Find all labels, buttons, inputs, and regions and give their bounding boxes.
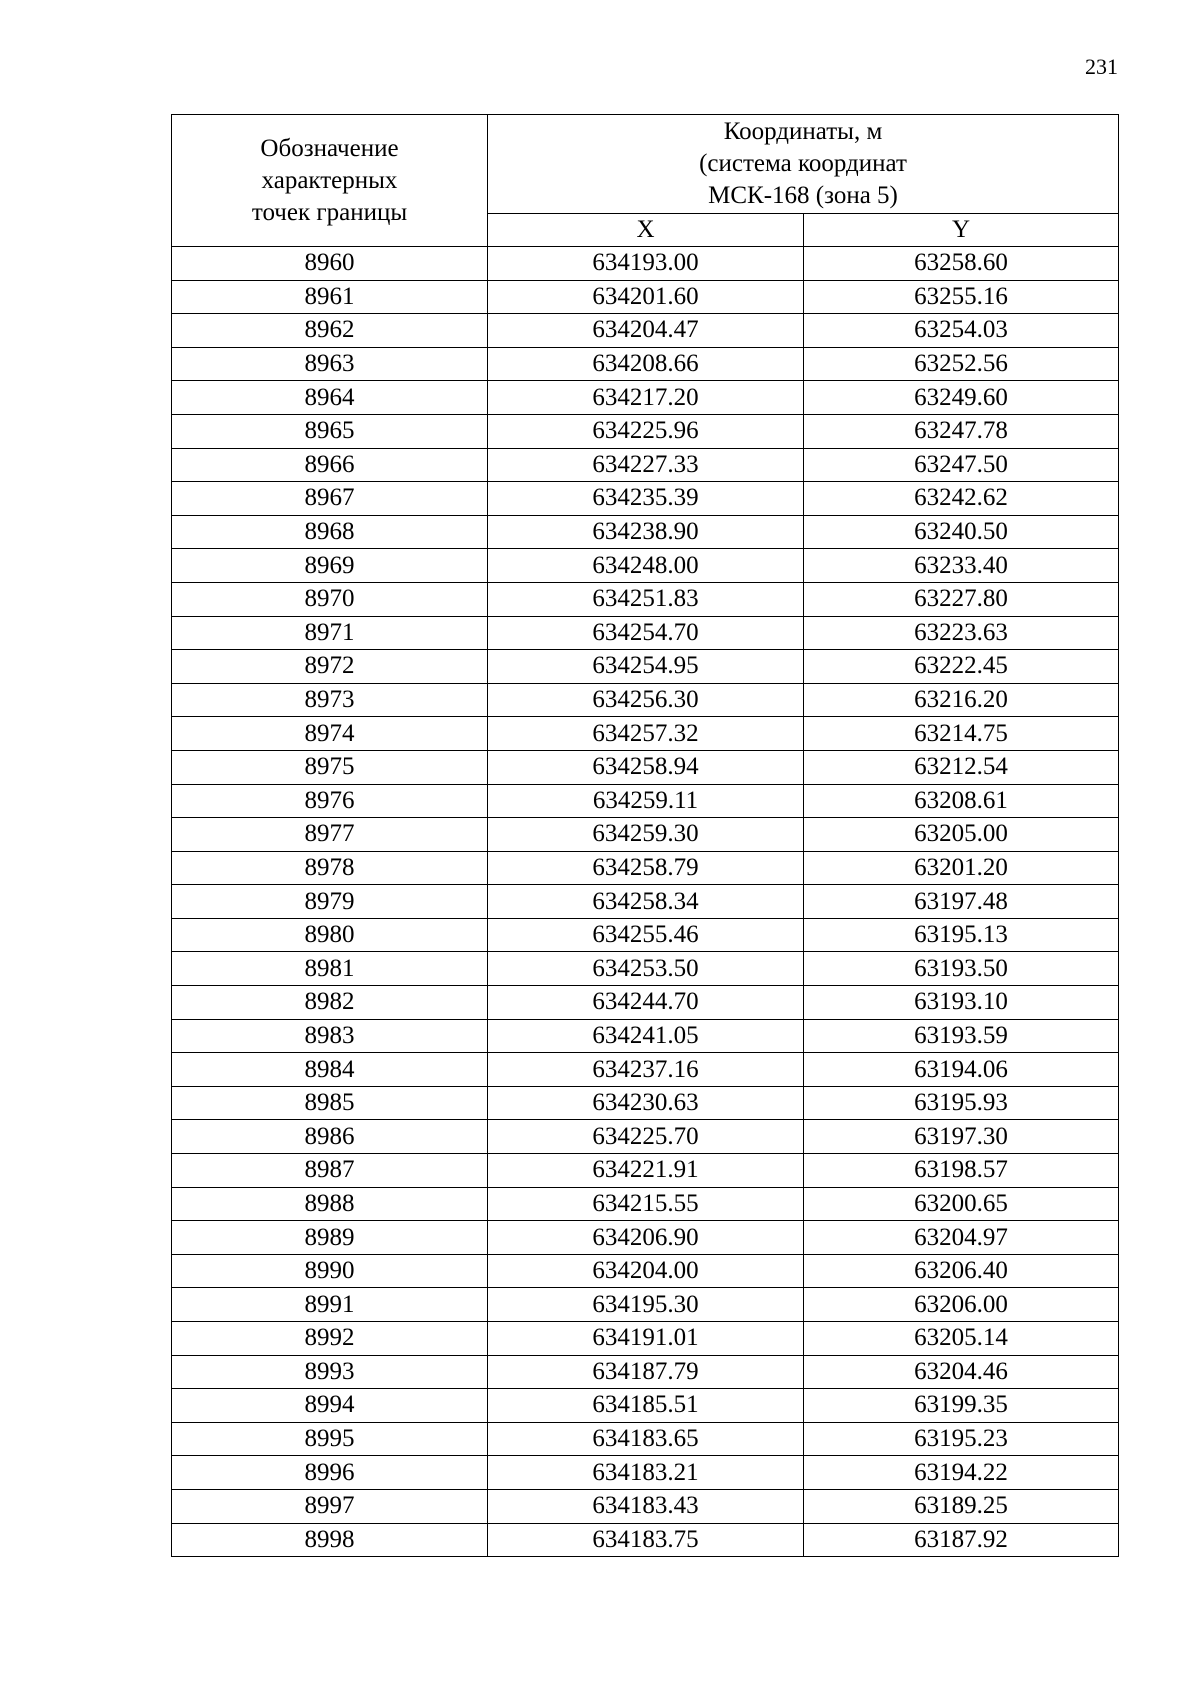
- cell-x: 634195.30: [488, 1288, 804, 1322]
- table-row: [172, 314, 1119, 348]
- cell-y: 63240.50: [804, 515, 1119, 549]
- table-row: [172, 482, 1119, 516]
- cell-y: 63193.59: [804, 1019, 1119, 1053]
- table-row: [172, 515, 1119, 549]
- table-row: [172, 1523, 1119, 1557]
- table-row: [172, 784, 1119, 818]
- cell-x: 634230.63: [488, 1086, 804, 1120]
- cell-y: 63195.23: [804, 1422, 1119, 1456]
- table-row: [172, 1456, 1119, 1490]
- table-row: [172, 347, 1119, 381]
- table-row: [172, 1288, 1119, 1322]
- cell-y: 63205.00: [804, 818, 1119, 852]
- cell-point: 8992: [172, 1322, 488, 1356]
- cell-point: 8974: [172, 717, 488, 751]
- table-row: [172, 885, 1119, 919]
- cell-y: 63195.13: [804, 918, 1119, 952]
- cell-point: 8997: [172, 1489, 488, 1523]
- cell-x: 634201.60: [488, 280, 804, 314]
- cell-point: 8960: [172, 247, 488, 281]
- cell-point: 8985: [172, 1086, 488, 1120]
- table-header: [172, 115, 1119, 247]
- cell-x: 634258.94: [488, 750, 804, 784]
- cell-x: 634254.95: [488, 650, 804, 684]
- table-row: [172, 1120, 1119, 1154]
- table-row: [172, 280, 1119, 314]
- coordinates-table: [171, 114, 1119, 1557]
- cell-y: 63247.78: [804, 414, 1119, 448]
- cell-x: 634215.55: [488, 1187, 804, 1221]
- table-row: [172, 683, 1119, 717]
- cell-y: 63187.92: [804, 1523, 1119, 1557]
- cell-x: 634183.75: [488, 1523, 804, 1557]
- cell-y: 63252.56: [804, 347, 1119, 381]
- table-row: [172, 986, 1119, 1020]
- cell-point: 8969: [172, 549, 488, 583]
- cell-y: 63197.30: [804, 1120, 1119, 1154]
- cell-y: 63194.22: [804, 1456, 1119, 1490]
- cell-y: 63255.16: [804, 280, 1119, 314]
- table-row: [172, 1053, 1119, 1087]
- table-row: [172, 1389, 1119, 1423]
- cell-x: 634255.46: [488, 918, 804, 952]
- cell-y: 63208.61: [804, 784, 1119, 818]
- cell-y: 63204.97: [804, 1221, 1119, 1255]
- cell-x: 634225.70: [488, 1120, 804, 1154]
- cell-y: 63249.60: [804, 381, 1119, 415]
- cell-x: 634225.96: [488, 414, 804, 448]
- cell-point: 8988: [172, 1187, 488, 1221]
- cell-x: 634254.70: [488, 616, 804, 650]
- cell-point: 8973: [172, 683, 488, 717]
- table-row: [172, 616, 1119, 650]
- table-row: [172, 1187, 1119, 1221]
- table-row: [172, 851, 1119, 885]
- cell-y: 63223.63: [804, 616, 1119, 650]
- table-row: [172, 952, 1119, 986]
- cell-y: 63205.14: [804, 1322, 1119, 1356]
- table-row: [172, 650, 1119, 684]
- cell-y: 63194.06: [804, 1053, 1119, 1087]
- cell-x: 634187.79: [488, 1355, 804, 1389]
- cell-point: 8987: [172, 1154, 488, 1188]
- cell-point: 8993: [172, 1355, 488, 1389]
- table-row: [172, 448, 1119, 482]
- cell-x: 634208.66: [488, 347, 804, 381]
- cell-point: 8978: [172, 851, 488, 885]
- cell-y: 63254.03: [804, 314, 1119, 348]
- cell-x: 634217.20: [488, 381, 804, 415]
- cell-point: 8977: [172, 818, 488, 852]
- header-coordinates-group: Координаты, м (система координат МСК-168 (зона 5): [488, 115, 1119, 214]
- cell-y: 63214.75: [804, 717, 1119, 751]
- cell-x: 634204.00: [488, 1254, 804, 1288]
- cell-y: 63242.62: [804, 482, 1119, 516]
- cell-point: 8984: [172, 1053, 488, 1087]
- cell-y: 63206.00: [804, 1288, 1119, 1322]
- cell-point: 8996: [172, 1456, 488, 1490]
- cell-x: 634237.16: [488, 1053, 804, 1087]
- cell-y: 63233.40: [804, 549, 1119, 583]
- cell-x: 634227.33: [488, 448, 804, 482]
- cell-y: 63206.40: [804, 1254, 1119, 1288]
- page-number: 231: [1085, 54, 1118, 79]
- header-point-designation: Обозначение характерных точек границы: [172, 115, 488, 247]
- table-row: [172, 1221, 1119, 1255]
- table-row: [172, 549, 1119, 583]
- cell-point: 8995: [172, 1422, 488, 1456]
- table-row: [172, 750, 1119, 784]
- cell-x: 634256.30: [488, 683, 804, 717]
- cell-x: 634183.65: [488, 1422, 804, 1456]
- table-row: [172, 247, 1119, 281]
- cell-x: 634251.83: [488, 582, 804, 616]
- table-row: [172, 381, 1119, 415]
- table-row: [172, 414, 1119, 448]
- cell-y: 63197.48: [804, 885, 1119, 919]
- cell-y: 63198.57: [804, 1154, 1119, 1188]
- cell-point: 8971: [172, 616, 488, 650]
- cell-point: 8966: [172, 448, 488, 482]
- cell-x: 634258.79: [488, 851, 804, 885]
- cell-x: 634191.01: [488, 1322, 804, 1356]
- cell-x: 634244.70: [488, 986, 804, 1020]
- cell-y: 63189.25: [804, 1489, 1119, 1523]
- cell-point: 8982: [172, 986, 488, 1020]
- cell-point: 8965: [172, 414, 488, 448]
- cell-point: 8998: [172, 1523, 488, 1557]
- cell-x: 634257.32: [488, 717, 804, 751]
- cell-y: 63258.60: [804, 247, 1119, 281]
- cell-point: 8979: [172, 885, 488, 919]
- cell-y: 63227.80: [804, 582, 1119, 616]
- cell-point: 8991: [172, 1288, 488, 1322]
- cell-y: 63212.54: [804, 750, 1119, 784]
- table-row: [172, 1422, 1119, 1456]
- cell-y: 63195.93: [804, 1086, 1119, 1120]
- cell-point: 8990: [172, 1254, 488, 1288]
- cell-point: 8994: [172, 1389, 488, 1423]
- cell-x: 634193.00: [488, 247, 804, 281]
- cell-point: 8961: [172, 280, 488, 314]
- header-x: X: [488, 214, 804, 247]
- cell-point: 8962: [172, 314, 488, 348]
- cell-point: 8976: [172, 784, 488, 818]
- table-row: [172, 717, 1119, 751]
- cell-point: 8972: [172, 650, 488, 684]
- cell-y: 63200.65: [804, 1187, 1119, 1221]
- table-row: [172, 1322, 1119, 1356]
- table-row: [172, 1355, 1119, 1389]
- cell-y: 63204.46: [804, 1355, 1119, 1389]
- cell-y: 63193.10: [804, 986, 1119, 1020]
- cell-point: 8964: [172, 381, 488, 415]
- cell-x: 634221.91: [488, 1154, 804, 1188]
- cell-x: 634248.00: [488, 549, 804, 583]
- cell-point: 8986: [172, 1120, 488, 1154]
- cell-y: 63216.20: [804, 683, 1119, 717]
- cell-x: 634183.43: [488, 1489, 804, 1523]
- table-row: [172, 918, 1119, 952]
- cell-point: 8983: [172, 1019, 488, 1053]
- cell-x: 634259.30: [488, 818, 804, 852]
- cell-x: 634258.34: [488, 885, 804, 919]
- cell-x: 634185.51: [488, 1389, 804, 1423]
- cell-y: 63201.20: [804, 851, 1119, 885]
- cell-y: 63193.50: [804, 952, 1119, 986]
- cell-point: 8975: [172, 750, 488, 784]
- cell-y: 63199.35: [804, 1389, 1119, 1423]
- cell-point: 8963: [172, 347, 488, 381]
- table-row: [172, 1254, 1119, 1288]
- table-row: [172, 582, 1119, 616]
- cell-y: 63247.50: [804, 448, 1119, 482]
- cell-x: 634253.50: [488, 952, 804, 986]
- table-row: [172, 818, 1119, 852]
- table-row: [172, 1489, 1119, 1523]
- cell-point: 8981: [172, 952, 488, 986]
- table-row: [172, 1019, 1119, 1053]
- cell-point: 8980: [172, 918, 488, 952]
- cell-x: 634238.90: [488, 515, 804, 549]
- cell-x: 634206.90: [488, 1221, 804, 1255]
- cell-x: 634204.47: [488, 314, 804, 348]
- cell-x: 634241.05: [488, 1019, 804, 1053]
- header-y: Y: [804, 214, 1119, 247]
- cell-point: 8989: [172, 1221, 488, 1255]
- table-row: [172, 1154, 1119, 1188]
- cell-point: 8967: [172, 482, 488, 516]
- table-body: [172, 247, 1119, 1557]
- cell-y: 63222.45: [804, 650, 1119, 684]
- cell-x: 634235.39: [488, 482, 804, 516]
- cell-point: 8970: [172, 582, 488, 616]
- cell-x: 634259.11: [488, 784, 804, 818]
- cell-x: 634183.21: [488, 1456, 804, 1490]
- table-row: [172, 1086, 1119, 1120]
- cell-point: 8968: [172, 515, 488, 549]
